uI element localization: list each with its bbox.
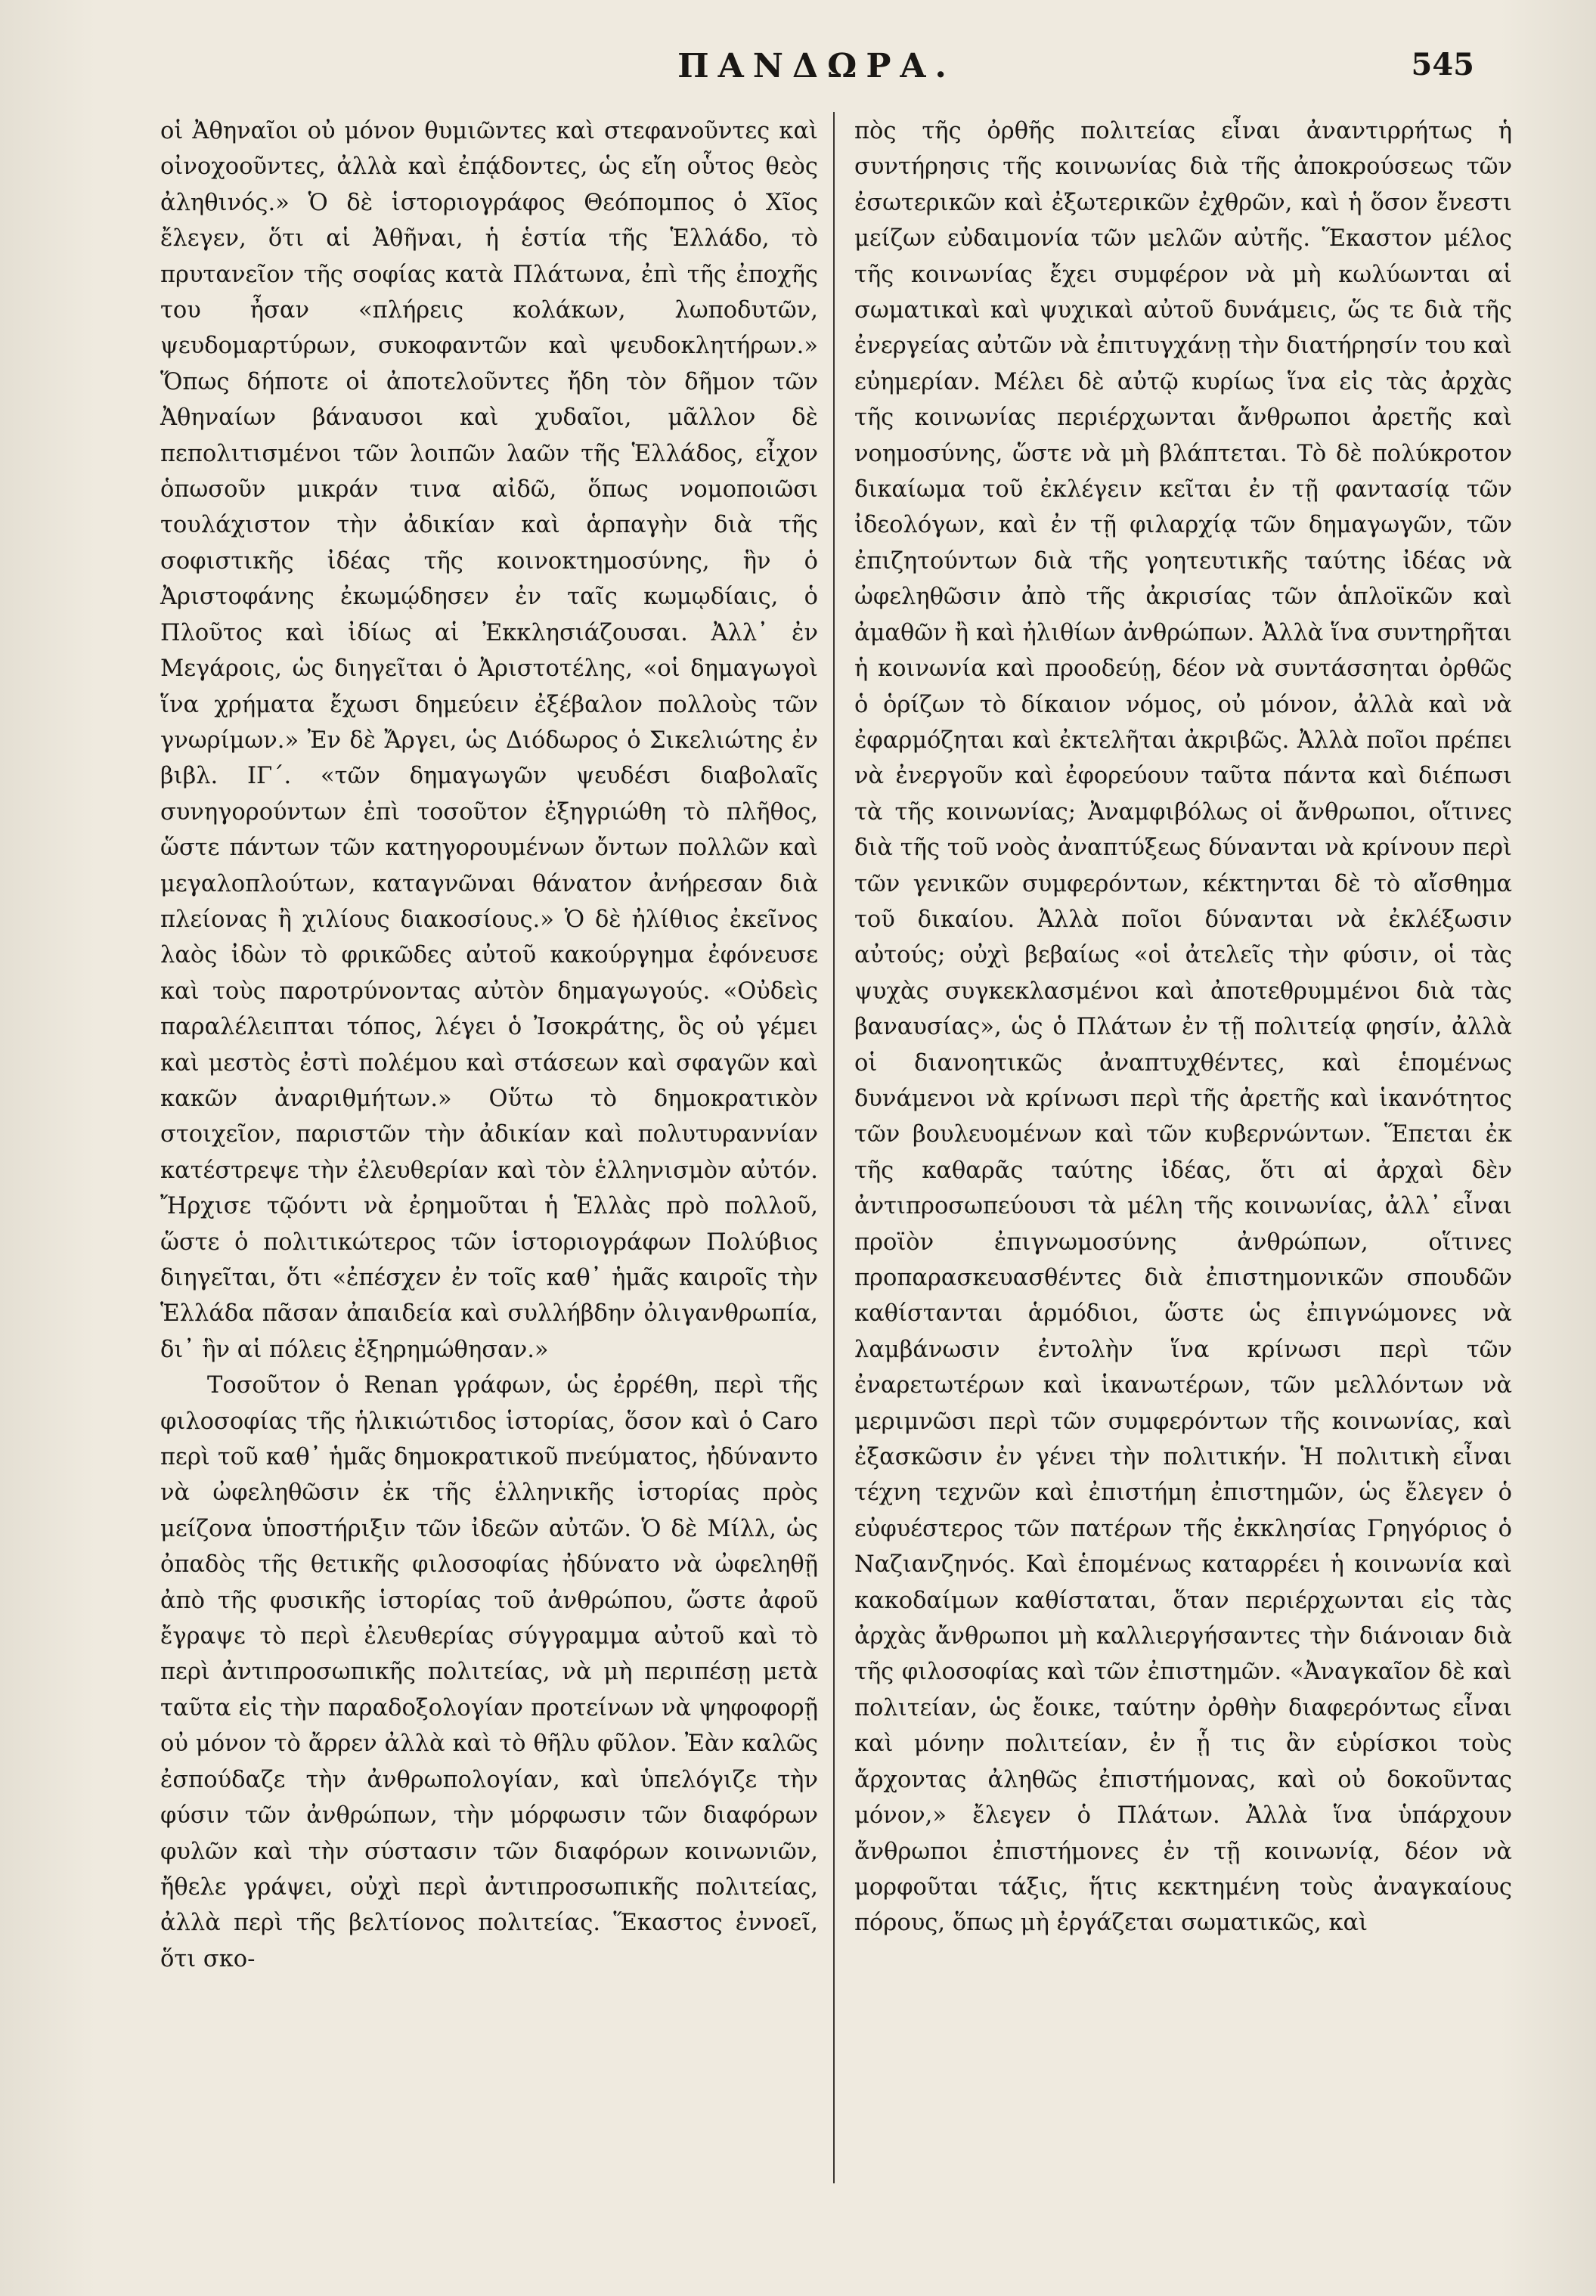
journal-title: ΠΑΝΔΩΡΑ. <box>677 47 956 85</box>
running-head <box>159 47 1474 92</box>
right-paragraph-1: πὸς τῆς ὀρθῆς πολιτείας εἶναι ἀναντιρρήτως ἡ συντήρησις τῆς κοινωνίας διὰ τῆς ἀποκρούσεως τῶν ἐσωτερικῶν καὶ ἐξωτερικῶν ἐχθρῶν, καὶ ἡ ὅσον ἔνεστι μείζων εὐδαιμονία τῶν μελῶν αὐτῆς. Ἕκαστον μέλος τῆς κοινωνίας ἔχει συμφέρον νὰ μὴ κωλύωνται αἱ σωματικαὶ καὶ ψυχικαὶ αὐτοῦ δυνάμεις, ὥς τε διὰ τῆς ἐνεργείας αὐτῶν νὰ ἐπιτυγχάνῃ τὴν διατήρησίν του καὶ εὐημερίαν. Μέλει δὲ αὐτῷ κυρίως ἵνα εἰς τὰς ἀρχὰς τῆς κοινωνίας περιέρχωνται ἄνθρωποι ἀρετῆς καὶ νοημοσύνης, ὥστε νὰ μὴ βλάπτεται. Τὸ δὲ πολύκροτον δικαίωμα τοῦ ἐκλέγειν κεῖται ἐν τῇ φαντασίᾳ τῶν ἰδεολόγων, καὶ ἐν τῇ φιλαρχίᾳ τῶν δημαγωγῶν, τῶν ἐπιζητούντων διὰ τῆς γοητευτικῆς ταύτης ἰδέας νὰ ὠφεληθῶσιν ἀπὸ τῆς ἀκρισίας τῶν ἁπλοϊκῶν καὶ ἀμαθῶν ἢ καὶ ἠλιθίων ἀνθρώπων. Ἀλλὰ ἵνα συντηρῆται ἡ κοινωνία καὶ προοδεύῃ, δέον νὰ συντάσσηται ὀρθῶς ὁ ὁρίζων τὸ δίκαιον νόμος, οὐ μόνον, ἀλλὰ καὶ νὰ ἐφαρμόζηται καὶ ἐκτελῆται ἀκριβῶς. Ἀλλὰ ποῖοι πρέπει νὰ ἐνεργοῦν καὶ ἐφορεύουν ταῦτα πάντα καὶ διέπωσι τὰ τῆς κοινωνίας; Ἀναμφιβόλως οἱ ἄνθρωποι, οἵτινες διὰ τῆς τοῦ νοὸς ἀναπτύξεως δύνανται νὰ κρίνουν περὶ τῶν γενικῶν συμφερόντων, κέκτηνται δὲ τὸ αἴσθημα τοῦ δικαίου. Ἀλλὰ ποῖοι δύνανται νὰ ἐκλέξωσιν αὐτούς; οὐχὶ βεβαίως «οἱ ἀτελεῖς τὴν φύσιν, οἱ τὰς ψυχὰς συγκεκλασμένοι καὶ ἀποτεθρυμμένοι διὰ τὰς βαναυσίας», ὡς ὁ Πλάτων ἐν τῇ πολιτείᾳ φησίν, ἀλλὰ οἱ διανοητικῶς ἀναπτυχθέντες, καὶ ἑπομένως δυνάμενοι νὰ κρίνωσι περὶ τῆς ἀρετῆς καὶ ἱκανότητος τῶν βουλευομένων καὶ τῶν κυβερνώντων. Ἕπεται ἐκ τῆς καθαρᾶς ταύτης ἰδέας, ὅτι αἱ ἀρχαὶ δὲν ἀντιπροσωπεύουσι τὰ μέλη τῆς κοινωνίας, ἀλλ᾽ εἶναι προϊὸν ἐπιγνωμοσύνης ἀνθρώπων, οἵτινες προπαρασκευασθέντες διὰ ἐπιστημονικῶν σπουδῶν καθίστανται ἁρμόδιοι, ὥστε ὡς ἐπιγνώμονες νὰ λαμβάνωσιν ἐντολὴν ἵνα κρίνωσι περὶ τῶν ἐναρετωτέρων καὶ ἱκανωτέρων, τῶν μελλόντων νὰ μεριμνῶσι περὶ τῶν συμφερόντων τῆς κοινωνίας, καὶ ἐξασκῶσιν ἐν γένει τὴν πολιτικήν. Ἡ πολιτικὴ εἶναι τέχνη τεχνῶν καὶ ἐπιστήμη ἐπιστημῶν, ὡς ἔλεγεν ὁ εὐφυέστερος τῶν πατέρων τῆς ἐκκλησίας Γρηγόριος ὁ Ναζιανζηνός. Καὶ ἑπομένως καταρρέει ἡ κοινωνία καὶ κακοδαίμων καθίσταται, ὅταν περιέρχωνται εἰς τὰς ἀρχὰς ἄνθρωποι μὴ καλλιεργήσαντες τὴν διάνοιαν διὰ τῆς φιλοσοφίας καὶ τῶν ἐπιστημῶν. «Ἀναγκαῖον δὲ καὶ πολιτείαν, ὡς ἔοικε, ταύτην ὀρθὴν διαφερόντως εἶναι καὶ μόνην πολιτείαν, ἐν ᾗ τις ἂν εὑρίσκοι τοὺς ἄρχοντας ἀληθῶς ἐπιστήμονας, καὶ οὐ δοκοῦντας μόνον,» ἔλεγεν ὁ Πλάτων. Ἀλλὰ ἵνα ὑπάρχουν ἄνθρωποι ἐπιστήμονες ἐν τῇ κοινωνίᾳ, δέον νὰ μορφοῦται τάξις, ἥτις κεκτημένη τοὺς ἀναγκαίους πόρους, ὅπως μὴ ἐργάζεται σωματικῶς, καὶ <box>854 118 1512 1937</box>
right-column <box>854 113 1512 1941</box>
page-number: 545 <box>1411 47 1474 82</box>
column-divider <box>833 112 835 2183</box>
left-paragraph-2: Τοσοῦτον ὁ Renan γράφων, ὡς ἐρρέθη, περὶ τῆς φιλοσοφίας τῆς ἡλικιώτιδος ἱστορίας, ὅσον καὶ ὁ Caro περὶ τοῦ καθ᾽ ἡμᾶς δημοκρατικοῦ πνεύματος, ἠδύναντο νὰ ὠφεληθῶσιν ἐκ τῆς ἑλληνικῆς ἱστορίας πρὸς μείζονα ὑποστήριξιν τῶν ἰδεῶν αὐτῶν. Ὁ δὲ Μίλλ, ὡς ὀπαδὸς τῆς θετικῆς φιλοσοφίας ἠδύνατο νὰ ὠφεληθῇ ἀπὸ τῆς φυσικῆς ἱστορίας τοῦ ἀνθρώπου, ὥστε ἀφοῦ ἔγραψε τὸ περὶ ἐλευθερίας σύγγραμμα αὐτοῦ καὶ τὸ περὶ ἀντιπροσωπικῆς πολιτείας, νὰ μὴ περιπέσῃ μετὰ ταῦτα εἰς τὴν παραδοξολογίαν προτείνων νὰ ψηφοφορῇ οὐ μόνον τὸ ἄρρεν ἀλλὰ καὶ τὸ θῆλυ φῦλον. Ἐὰν καλῶς ἐσπούδαζε τὴν ἀνθρωπολογίαν, καὶ ὑπελόγιζε τὴν φύσιν τῶν ἀνθρώπων, τὴν μόρφωσιν τῶν διαφόρων φυλῶν καὶ τὴν σύστασιν τῶν διαφόρων κοινωνιῶν, ἤθελε γράψει, οὐχὶ περὶ ἀντιπροσωπικῆς πολιτείας, ἀλλὰ περὶ τῆς βελτίονος πολιτείας. Ἕκαστος ἐννοεῖ, ὅτι σκο- <box>160 1372 818 1972</box>
left-column <box>160 113 818 1977</box>
left-paragraph-1: οἱ Ἀθηναῖοι οὐ μόνον θυμιῶντες καὶ στεφανοῦντες καὶ οἰνοχοοῦντες, ἀλλὰ καὶ ἐπᾴδοντες, ὡς εἴη οὗτος θεὸς ἀληθινός.» Ὁ δὲ ἱστοριογράφος Θεόπομπος ὁ Χῖος ἔλεγεν, ὅτι αἱ Ἀθῆναι, ἡ ἑστία τῆς Ἑλλάδο, τὸ πρυτανεῖον τῆς σοφίας κατὰ Πλάτωνα, ἐπὶ τῆς ἐποχῆς του ἦσαν «πλήρεις κολάκων, λωποδυτῶν, ψευδομαρτύρων, συκοφαντῶν καὶ ψευδοκλητήρων.» Ὅπως δήποτε οἱ ἀποτελοῦντες ἤδη τὸν δῆμον τῶν Ἀθηναίων βάναυσοι καὶ χυδαῖοι, μᾶλλον δὲ πεπολιτισμένοι τῶν λοιπῶν λαῶν τῆς Ἑλλάδος, εἶχον ὁπωσοῦν μικράν τινα αἰδῶ, ὅπως νομοποιῶσι τουλάχιστον τὴν ἀδικίαν καὶ ἁρπαγὴν διὰ τῆς σοφιστικῆς ἰδέας τῆς κοινοκτημοσύνης, ἣν ὁ Ἀριστοφάνης ἐκωμῴδησεν ἐν ταῖς κωμῳδίαις, ὁ Πλοῦτος καὶ ἰδίως αἱ Ἐκκλησιάζουσαι. Ἀλλ᾽ ἐν Μεγάροις, ὡς διηγεῖται ὁ Ἀριστοτέλης, «οἱ δημαγωγοὶ ἵνα χρήματα ἔχωσι δημεύειν ἐξέβαλον πολλοὺς τῶν γνωρίμων.» Ἐν δὲ Ἄργει, ὡς Διόδωρος ὁ Σικελιώτης ἐν βιβλ. ΙΓ΄. «τῶν δημαγωγῶν ψευδέσι διαβολαῖς συνηγορούντων ἐπὶ τοσοῦτον ἐξηγριώθη τὸ πλῆθος, ὥστε πάντων τῶν κατηγορουμένων ὄντων πολλῶν καὶ μεγαλοπλούτων, καταγνῶναι θάνατον ἀνήρεσαν διὰ πλείονας ἢ χιλίους διακοσίους.» Ὁ δὲ ἠλίθιος ἐκεῖνος λαὸς ἰδὼν τὸ φρικῶδες αὐτοῦ κακούργημα ἐφόνευσε καὶ τοὺς παροτρύνοντας αὐτὸν δημαγωγούς. «Οὐδεὶς παραλέλειπται τόπος, λέγει ὁ Ἰσοκράτης, ὃς οὐ γέμει καὶ μεστὸς ἐστὶ πολέμου καὶ στάσεων καὶ σφαγῶν καὶ κακῶν ἀναριθμήτων.» Οὕτω τὸ δημοκρατικὸν στοιχεῖον, παριστῶν τὴν ἀδικίαν καὶ πολυτυραννίαν κατέστρεψε τὴν ἐλευθερίαν καὶ τὸν ἑλληνισμὸν αὐτόν. Ἤρχισε τῷόντι νὰ ἐρημοῦται ἡ Ἑλλὰς πρὸ πολλοῦ, ὥστε ὁ πολιτικώτερος τῶν ἱστοριογράφων Πολύβιος διηγεῖται, ὅτι «ἐπέσχεν ἐν τοῖς καθ᾽ ἡμᾶς καιροῖς τὴν Ἑλλάδα πᾶσαν ἀπαιδεία καὶ συλλήβδην ὀλιγανθρωπία, δι᾽ ἣν αἱ πόλεις ἐξηρημώθησαν.» <box>160 118 818 1363</box>
